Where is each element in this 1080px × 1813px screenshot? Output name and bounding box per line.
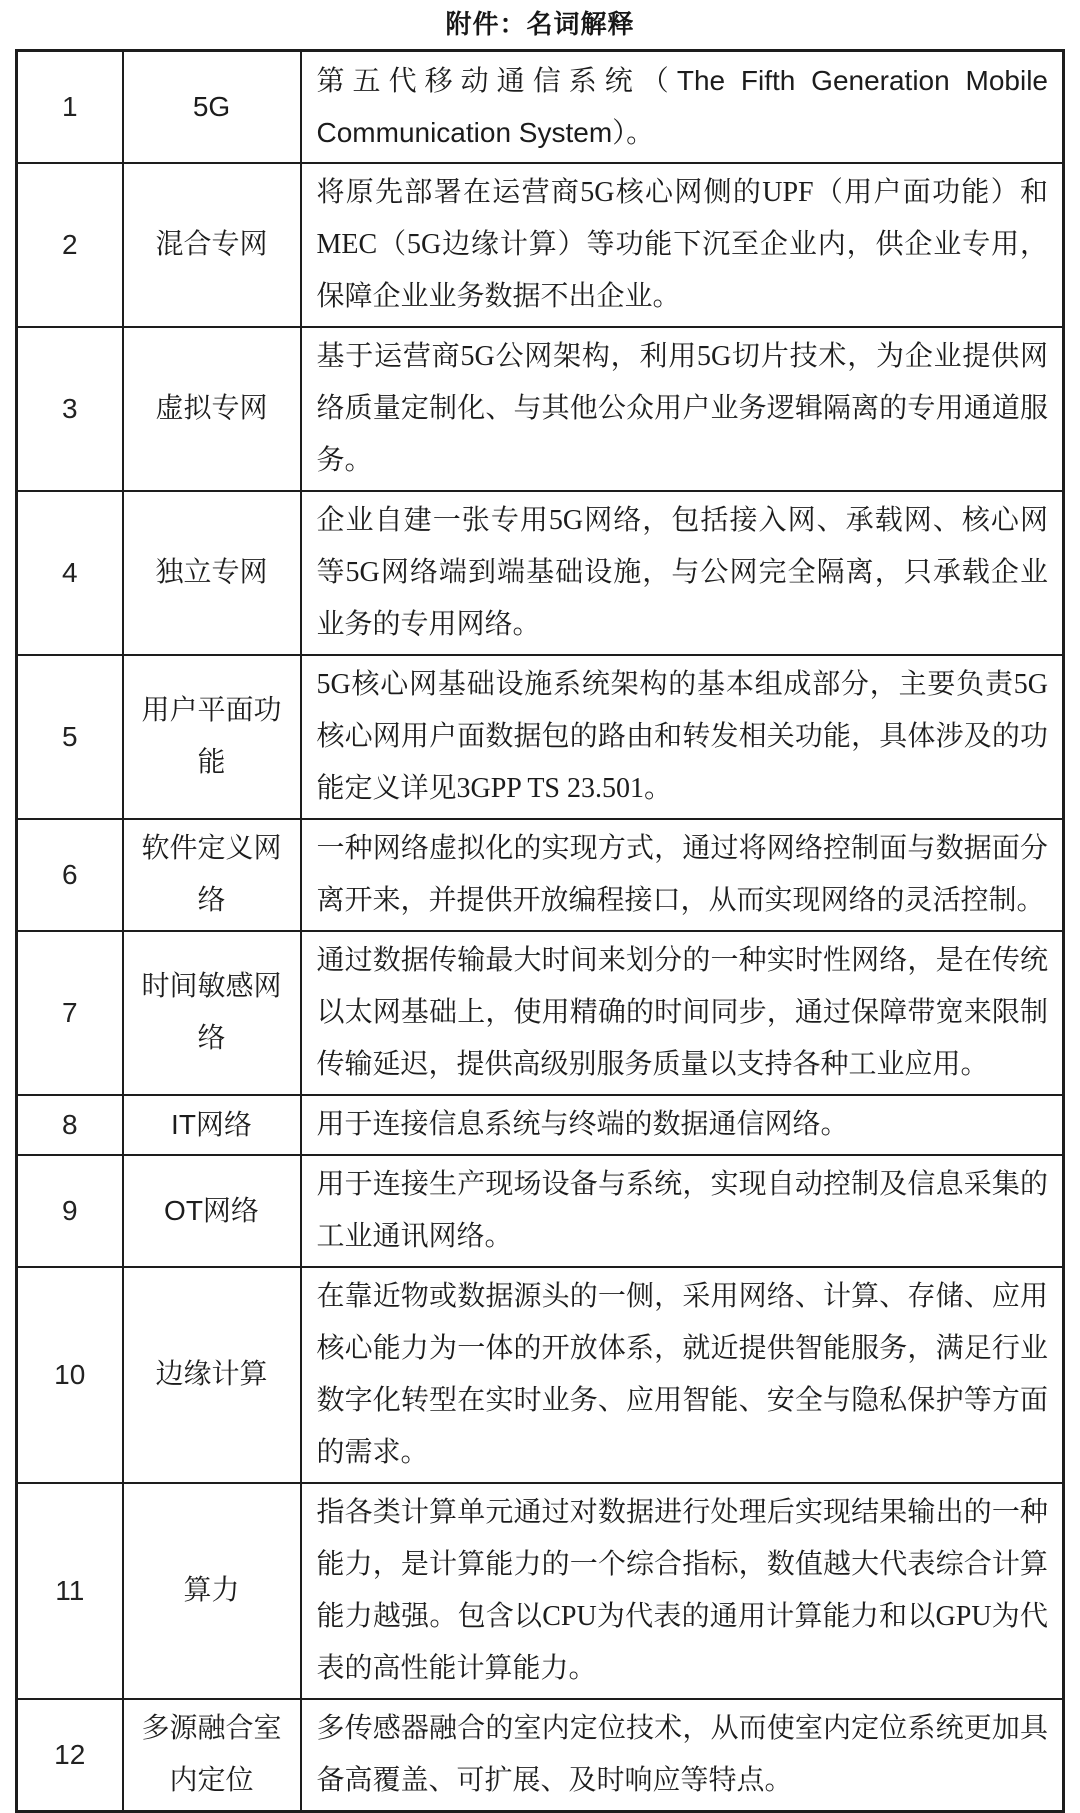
definition-cell: 第五代移动通信系统（The Fifth Generation Mobile Communication System）。 — [301, 51, 1064, 164]
definition-cell: 基于运营商5G公网架构，利用5G切片技术，为企业提供网络质量定制化、与其他公众用户业务逻辑隔离的专用通道服务。 — [301, 327, 1064, 491]
term-cell: IT网络 — [123, 1095, 301, 1155]
table-row — [17, 1483, 1064, 1699]
term-cell: OT网络 — [123, 1155, 301, 1267]
table-row — [17, 327, 1064, 491]
row-number-cell: 9 — [17, 1155, 123, 1267]
row-number-cell: 1 — [17, 51, 123, 164]
table-row — [17, 819, 1064, 931]
row-number-cell: 8 — [17, 1095, 123, 1155]
term-cell: 软件定义网络 — [123, 819, 301, 931]
glossary-table-body — [17, 51, 1064, 1812]
row-number-cell: 3 — [17, 327, 123, 491]
term-cell: 时间敏感网络 — [123, 931, 301, 1095]
table-row — [17, 1699, 1064, 1812]
definition-cell: 多传感器融合的室内定位技术，从而使室内定位系统更加具备高覆盖、可扩展、及时响应等特点。 — [301, 1699, 1064, 1812]
table-row — [17, 1267, 1064, 1483]
definition-cell: 企业自建一张专用5G网络，包括接入网、承载网、核心网等5G网络端到端基础设施，与公网完全隔离，只承载企业业务的专用网络。 — [301, 491, 1064, 655]
table-row — [17, 931, 1064, 1095]
definition-cell: 将原先部署在运营商5G核心网侧的UPF（用户面功能）和MEC（5G边缘计算）等功能下沉至企业内，供企业专用，保障企业业务数据不出企业。 — [301, 163, 1064, 327]
table-row — [17, 163, 1064, 327]
row-number-cell: 11 — [17, 1483, 123, 1699]
table-row — [17, 1155, 1064, 1267]
row-number-cell: 12 — [17, 1699, 123, 1812]
term-cell: 混合专网 — [123, 163, 301, 327]
definition-cell: 用于连接信息系统与终端的数据通信网络。 — [301, 1095, 1064, 1155]
row-number-cell: 2 — [17, 163, 123, 327]
term-cell: 独立专网 — [123, 491, 301, 655]
table-row — [17, 491, 1064, 655]
definition-cell: 通过数据传输最大时间来划分的一种实时性网络，是在传统以太网基础上，使用精确的时间同步，通过保障带宽来限制传输延迟，提供高级别服务质量以支持各种工业应用。 — [301, 931, 1064, 1095]
term-cell: 5G — [123, 51, 301, 164]
table-row — [17, 655, 1064, 819]
row-number-cell: 4 — [17, 491, 123, 655]
term-cell: 虚拟专网 — [123, 327, 301, 491]
definition-cell: 用于连接生产现场设备与系统，实现自动控制及信息采集的工业通讯网络。 — [301, 1155, 1064, 1267]
row-number-cell: 6 — [17, 819, 123, 931]
row-number-cell: 10 — [17, 1267, 123, 1483]
definition-cell: 一种网络虚拟化的实现方式，通过将网络控制面与数据面分离开来，并提供开放编程接口，从而实现网络的灵活控制。 — [301, 819, 1064, 931]
definition-cell: 5G核心网基础设施系统架构的基本组成部分，主要负责5G核心网用户面数据包的路由和转发相关功能，具体涉及的功能定义详见3GPP TS 23.501。 — [301, 655, 1064, 819]
term-cell: 边缘计算 — [123, 1267, 301, 1483]
definition-cell: 指各类计算单元通过对数据进行处理后实现结果输出的一种能力，是计算能力的一个综合指标，数值越大代表综合计算能力越强。包含以CPU为代表的通用计算能力和以GPU为代表的高性能计算能力。 — [301, 1483, 1064, 1699]
page-title: 附件：名词解释 — [445, 9, 635, 39]
term-cell: 多源融合室内定位 — [123, 1699, 301, 1812]
table-row — [17, 1095, 1064, 1155]
row-number-cell: 5 — [17, 655, 123, 819]
table-row — [17, 51, 1064, 164]
definition-cell: 在靠近物或数据源头的一侧，采用网络、计算、存储、应用核心能力为一体的开放体系，就近提供智能服务，满足行业数字化转型在实时业务、应用智能、安全与隐私保护等方面的需求。 — [301, 1267, 1064, 1483]
term-cell: 用户平面功能 — [123, 655, 301, 819]
glossary-table — [15, 49, 1065, 1813]
row-number-cell: 7 — [17, 931, 123, 1095]
term-cell: 算力 — [123, 1483, 301, 1699]
